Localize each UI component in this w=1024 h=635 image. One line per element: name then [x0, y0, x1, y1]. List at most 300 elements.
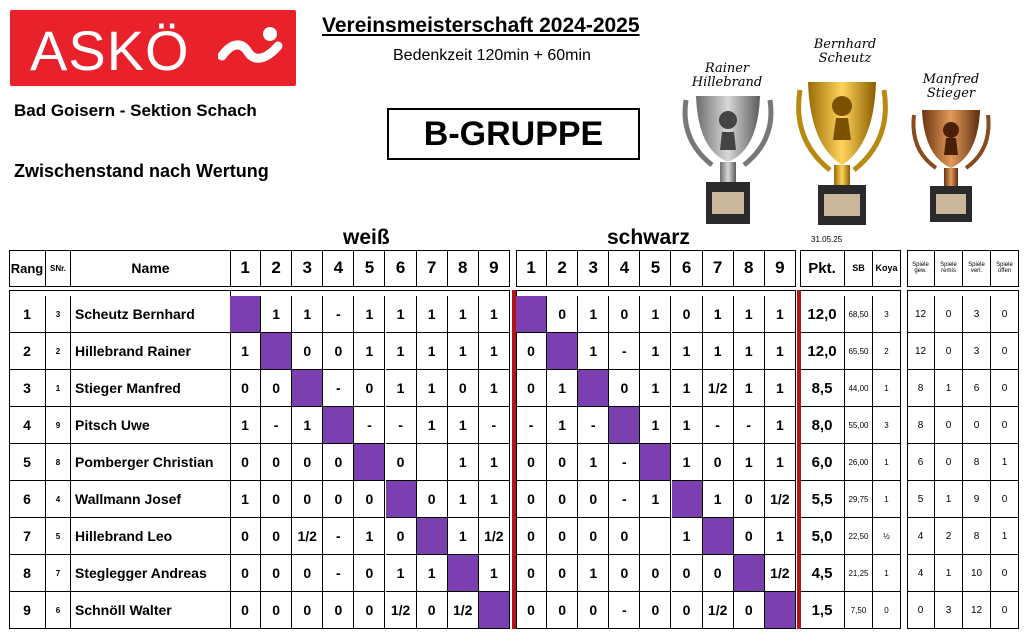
cell-pkt: 5,5: [800, 481, 845, 518]
result-cell-black: 1: [672, 333, 703, 370]
cell-sb: 68,50: [845, 296, 873, 333]
result-cell-black: 1: [672, 370, 703, 407]
column-header: [935, 250, 963, 287]
result-cell-white: 1: [386, 555, 417, 592]
result-cell-black: -: [578, 407, 609, 444]
result-cell-black: 0: [578, 592, 609, 629]
result-cell-white: 1: [386, 370, 417, 407]
cell-draw: 0: [935, 333, 963, 370]
column-header: Koya: [873, 250, 901, 287]
result-cell-black: 0: [516, 481, 547, 518]
diagonal-cell: [230, 296, 261, 333]
cell-open: 0: [991, 296, 1019, 333]
column-header: 8: [734, 250, 765, 287]
result-cell-white: 0: [230, 592, 261, 629]
result-cell-white: 0: [292, 444, 323, 481]
result-cell-black: 1/2: [765, 481, 796, 518]
cell-sb: 29,75: [845, 481, 873, 518]
diagonal-cell: [292, 370, 323, 407]
cell-lost: 12: [963, 592, 991, 629]
result-cell-black: 0: [609, 296, 640, 333]
column-header: 7: [703, 250, 734, 287]
column-header-line: offen: [997, 268, 1012, 274]
result-cell-white: 0: [261, 592, 292, 629]
result-cell-white: -: [323, 518, 354, 555]
result-cell-white: 1: [479, 444, 510, 481]
result-cell-black: 0: [516, 444, 547, 481]
time-control: Bedenkzeit 120min + 60min: [393, 47, 591, 64]
cell-name: Scheutz Bernhard: [71, 296, 231, 333]
result-cell-white: -: [354, 407, 385, 444]
column-header-line: Spiele: [912, 262, 929, 268]
result-cell-black: 1: [547, 370, 578, 407]
cell-snr: 5: [46, 518, 71, 555]
cell-sb: 7,50: [845, 592, 873, 629]
diagonal-cell: [547, 333, 578, 370]
result-cell-black: 1: [640, 333, 671, 370]
result-cell-white: 1: [354, 296, 385, 333]
result-cell-white: -: [261, 407, 292, 444]
result-cell-black: 1: [672, 518, 703, 555]
result-cell-white: 1: [417, 370, 448, 407]
section-white-label: weiß: [343, 226, 390, 249]
result-cell-black: 0: [547, 518, 578, 555]
column-header: 6: [386, 250, 417, 287]
result-cell-white: 0: [323, 481, 354, 518]
trophy-first: [790, 38, 900, 66]
cell-name: Wallmann Josef: [71, 481, 231, 518]
column-header: Pkt.: [800, 250, 845, 287]
cell-pkt: 8,0: [800, 407, 845, 444]
result-cell-white: 0: [230, 370, 261, 407]
cell-draw: 3: [935, 592, 963, 629]
result-cell-white: 1: [448, 444, 479, 481]
result-cell-white: 1/2: [386, 592, 417, 629]
column-header: 2: [261, 250, 292, 287]
cell-lost: 8: [963, 444, 991, 481]
bronze-trophy-icon: [913, 110, 988, 222]
column-header: Name: [71, 250, 231, 287]
result-cell-black: 1: [640, 296, 671, 333]
result-cell-black: 1: [765, 296, 796, 333]
section-black-label: schwarz: [607, 226, 690, 249]
result-cell-white: 1/2: [479, 518, 510, 555]
result-cell-black: 1: [640, 370, 671, 407]
cell-snr: 3: [46, 296, 71, 333]
result-cell-white: 1/2: [292, 518, 323, 555]
separator-bar: [512, 290, 516, 629]
cell-koya: 3: [873, 296, 901, 333]
column-header: 1: [516, 250, 547, 287]
result-cell-white: 1/2: [448, 592, 479, 629]
result-cell-black: 0: [547, 296, 578, 333]
result-cell-black: 0: [516, 555, 547, 592]
cell-sb: 21,25: [845, 555, 873, 592]
result-cell-black: [640, 518, 671, 555]
cell-lost: 8: [963, 518, 991, 555]
trophy-second: [674, 62, 780, 90]
result-cell-white: 1: [230, 333, 261, 370]
result-cell-white: 1: [417, 333, 448, 370]
result-cell-black: 1: [734, 333, 765, 370]
column-header: [963, 250, 991, 287]
cell-open: 0: [991, 592, 1019, 629]
result-cell-white: 1: [479, 370, 510, 407]
cell-snr: 7: [46, 555, 71, 592]
cell-lost: 10: [963, 555, 991, 592]
cell-snr: 1: [46, 370, 71, 407]
cell-koya: 3: [873, 407, 901, 444]
result-cell-white: 0: [230, 518, 261, 555]
result-cell-black: 1: [734, 296, 765, 333]
cell-open: 0: [991, 555, 1019, 592]
cell-rang: 8: [9, 555, 46, 592]
cell-rang: 2: [9, 333, 46, 370]
result-cell-white: 1: [448, 333, 479, 370]
diagonal-cell: [516, 296, 547, 333]
cell-name: Pitsch Uwe: [71, 407, 231, 444]
result-cell-white: 1: [417, 555, 448, 592]
result-cell-white: -: [323, 296, 354, 333]
result-cell-white: 1: [448, 518, 479, 555]
cell-name: Schnöll Walter: [71, 592, 231, 629]
result-cell-white: 0: [261, 518, 292, 555]
result-cell-black: 1: [578, 555, 609, 592]
cell-pkt: 6,0: [800, 444, 845, 481]
column-header-line: remis: [941, 268, 956, 274]
cell-lost: 3: [963, 333, 991, 370]
column-header-line: gew.: [914, 268, 927, 274]
result-cell-black: 0: [516, 333, 547, 370]
result-cell-white: 0: [354, 592, 385, 629]
result-cell-black: 0: [609, 555, 640, 592]
diagonal-cell: [672, 481, 703, 518]
column-header: Rang: [9, 250, 46, 287]
result-cell-black: 1: [672, 407, 703, 444]
result-cell-white: 0: [292, 592, 323, 629]
result-cell-white: 0: [261, 555, 292, 592]
cell-open: 1: [991, 518, 1019, 555]
trophy-name-last: Stieger: [926, 86, 976, 101]
result-cell-white: 1: [479, 333, 510, 370]
cell-koya: 1: [873, 481, 901, 518]
cell-name: Pomberger Christian: [71, 444, 231, 481]
cell-won: 12: [907, 296, 935, 333]
trophy-name-first: Rainer: [704, 61, 750, 76]
cell-rang: 1: [9, 296, 46, 333]
separator-bar: [797, 290, 801, 629]
result-cell-black: 1: [547, 407, 578, 444]
result-cell-black: -: [609, 592, 640, 629]
cell-pkt: 12,0: [800, 296, 845, 333]
column-header: 6: [672, 250, 703, 287]
result-cell-white: 1: [448, 296, 479, 333]
result-cell-white: 1: [417, 296, 448, 333]
diagonal-cell: [417, 518, 448, 555]
cell-draw: 0: [935, 407, 963, 444]
result-cell-black: 1: [578, 296, 609, 333]
result-cell-black: 0: [516, 592, 547, 629]
diagonal-cell: [609, 407, 640, 444]
cell-lost: 9: [963, 481, 991, 518]
result-cell-white: 0: [261, 370, 292, 407]
cell-lost: 0: [963, 407, 991, 444]
result-cell-black: 1: [578, 444, 609, 481]
column-header-line: Spiele: [940, 262, 957, 268]
column-header-line: verl.: [970, 268, 983, 274]
result-cell-white: 1: [386, 296, 417, 333]
group-title: B-GRUPPE: [387, 108, 640, 160]
cell-sb: 22,50: [845, 518, 873, 555]
result-cell-black: -: [703, 407, 734, 444]
column-header: [991, 250, 1019, 287]
result-cell-black: 0: [640, 555, 671, 592]
cell-open: 0: [991, 407, 1019, 444]
column-header-line: Spiele: [968, 262, 985, 268]
result-cell-white: 0: [323, 333, 354, 370]
result-cell-black: 0: [640, 592, 671, 629]
result-cell-black: -: [609, 481, 640, 518]
cell-rang: 9: [9, 592, 46, 629]
diagonal-cell: [386, 481, 417, 518]
cell-won: 4: [907, 518, 935, 555]
column-header: 7: [417, 250, 448, 287]
cell-name: Hillebrand Rainer: [71, 333, 231, 370]
cell-name: Stieger Manfred: [71, 370, 231, 407]
result-cell-white: 1: [448, 407, 479, 444]
result-cell-white: 1: [448, 481, 479, 518]
column-header: 9: [765, 250, 796, 287]
cell-koya: ½: [873, 518, 901, 555]
cell-snr: 8: [46, 444, 71, 481]
result-cell-black: 0: [703, 555, 734, 592]
cell-won: 5: [907, 481, 935, 518]
askoe-logo: [10, 10, 296, 86]
column-header: 5: [640, 250, 671, 287]
cell-open: 0: [991, 370, 1019, 407]
result-cell-black: 1/2: [703, 592, 734, 629]
result-cell-black: -: [609, 333, 640, 370]
result-cell-black: 1: [640, 407, 671, 444]
result-cell-black: 1: [703, 296, 734, 333]
cell-won: 0: [907, 592, 935, 629]
column-header-line: Spiele: [996, 262, 1013, 268]
cell-sb: 55,00: [845, 407, 873, 444]
cell-name: Hillebrand Leo: [71, 518, 231, 555]
result-cell-black: 1: [640, 481, 671, 518]
trophy-third: [905, 73, 997, 101]
result-cell-white: 0: [292, 555, 323, 592]
cell-lost: 6: [963, 370, 991, 407]
standings-status: Zwischenstand nach Wertung: [14, 161, 269, 181]
result-cell-black: 0: [578, 481, 609, 518]
result-cell-white: 0: [323, 592, 354, 629]
cell-draw: 1: [935, 555, 963, 592]
cell-draw: 1: [935, 370, 963, 407]
result-cell-black: 0: [547, 481, 578, 518]
result-cell-black: 0: [516, 518, 547, 555]
result-cell-black: 0: [734, 518, 765, 555]
cell-won: 8: [907, 370, 935, 407]
cell-open: 0: [991, 333, 1019, 370]
result-cell-white: 1: [261, 296, 292, 333]
result-cell-black: 0: [672, 592, 703, 629]
result-cell-white: 0: [417, 481, 448, 518]
cell-rang: 7: [9, 518, 46, 555]
cell-rang: 3: [9, 370, 46, 407]
cell-snr: 2: [46, 333, 71, 370]
result-cell-black: 1: [765, 518, 796, 555]
result-cell-white: 1: [354, 518, 385, 555]
result-cell-black: 0: [703, 444, 734, 481]
cell-pkt: 1,5: [800, 592, 845, 629]
result-cell-black: 1: [734, 370, 765, 407]
cell-name: Steglegger Andreas: [71, 555, 231, 592]
trophy-name-last: Hillebrand: [691, 75, 763, 90]
result-cell-white: 0: [386, 444, 417, 481]
column-header: 2: [547, 250, 578, 287]
result-cell-black: 0: [609, 370, 640, 407]
diagonal-cell: [640, 444, 671, 481]
result-cell-white: 0: [354, 370, 385, 407]
result-cell-white: 0: [292, 481, 323, 518]
cell-koya: 1: [873, 444, 901, 481]
result-cell-black: 1: [672, 444, 703, 481]
result-cell-black: 1: [578, 333, 609, 370]
result-cell-black: 0: [547, 444, 578, 481]
result-cell-white: 1: [292, 296, 323, 333]
runner-icon: [218, 24, 288, 74]
result-cell-black: 0: [547, 555, 578, 592]
column-header: [907, 250, 935, 287]
result-cell-black: 1/2: [765, 555, 796, 592]
page-title: Vereinsmeisterschaft 2024-2025: [322, 14, 640, 37]
result-cell-white: 1: [354, 333, 385, 370]
cell-sb: 65,50: [845, 333, 873, 370]
result-cell-white: [417, 444, 448, 481]
result-cell-white: 0: [417, 592, 448, 629]
result-cell-white: 1: [230, 407, 261, 444]
result-cell-black: 0: [734, 592, 765, 629]
diagonal-cell: [734, 555, 765, 592]
cell-open: 1: [991, 444, 1019, 481]
column-header: 3: [578, 250, 609, 287]
result-cell-white: -: [386, 407, 417, 444]
result-cell-white: -: [479, 407, 510, 444]
result-cell-white: 0: [261, 444, 292, 481]
cell-won: 12: [907, 333, 935, 370]
result-cell-white: 1: [479, 296, 510, 333]
result-cell-black: 0: [516, 370, 547, 407]
result-cell-white: -: [323, 370, 354, 407]
diagonal-cell: [703, 518, 734, 555]
result-cell-white: 1: [479, 555, 510, 592]
result-cell-black: -: [734, 407, 765, 444]
trophy-name-last: Scheutz: [818, 51, 872, 66]
cell-koya: 1: [873, 370, 901, 407]
cell-koya: 0: [873, 592, 901, 629]
diagonal-cell: [765, 592, 796, 629]
result-cell-black: 1: [765, 370, 796, 407]
cell-sb: 44,00: [845, 370, 873, 407]
cell-won: 8: [907, 407, 935, 444]
result-cell-white: 1: [292, 407, 323, 444]
cell-won: 6: [907, 444, 935, 481]
logo-text: ASKÖ: [30, 19, 190, 82]
result-cell-white: 1: [417, 407, 448, 444]
diagonal-cell: [578, 370, 609, 407]
cell-draw: 0: [935, 444, 963, 481]
result-cell-white: 0: [354, 555, 385, 592]
column-header: 3: [292, 250, 323, 287]
diagonal-cell: [354, 444, 385, 481]
diagonal-cell: [479, 592, 510, 629]
result-cell-black: -: [516, 407, 547, 444]
cell-draw: 0: [935, 296, 963, 333]
cell-draw: 1: [935, 481, 963, 518]
result-cell-black: 0: [734, 481, 765, 518]
result-cell-black: 1: [703, 333, 734, 370]
gold-trophy-icon: [799, 82, 886, 225]
cell-pkt: 4,5: [800, 555, 845, 592]
result-cell-white: 0: [386, 518, 417, 555]
column-header: SNr.: [46, 250, 71, 287]
result-cell-white: 1: [386, 333, 417, 370]
cell-snr: 4: [46, 481, 71, 518]
cell-lost: 3: [963, 296, 991, 333]
result-cell-black: 1: [734, 444, 765, 481]
result-cell-white: 0: [230, 555, 261, 592]
cell-koya: 2: [873, 333, 901, 370]
cell-won: 4: [907, 555, 935, 592]
cell-snr: 9: [46, 407, 71, 444]
date-label: 31.05.25: [811, 235, 843, 244]
result-cell-white: 0: [448, 370, 479, 407]
cell-pkt: 5,0: [800, 518, 845, 555]
result-cell-white: 0: [261, 481, 292, 518]
result-cell-black: 1: [703, 481, 734, 518]
column-header: 9: [479, 250, 510, 287]
diagonal-cell: [261, 333, 292, 370]
club-name: Bad Goisern - Sektion Schach: [14, 101, 257, 120]
cell-koya: 1: [873, 555, 901, 592]
column-header: SB: [845, 250, 873, 287]
diagonal-cell: [323, 407, 354, 444]
result-cell-black: 0: [609, 518, 640, 555]
diagonal-cell: [448, 555, 479, 592]
result-cell-black: 1: [765, 333, 796, 370]
column-header: 8: [448, 250, 479, 287]
result-cell-white: 0: [292, 333, 323, 370]
result-cell-black: -: [609, 444, 640, 481]
column-header: 1: [230, 250, 261, 287]
result-cell-black: 1: [765, 444, 796, 481]
cell-rang: 4: [9, 407, 46, 444]
cell-pkt: 12,0: [800, 333, 845, 370]
result-cell-white: 0: [354, 481, 385, 518]
result-cell-black: 0: [578, 518, 609, 555]
trophy-name-first: Bernhard: [813, 37, 877, 52]
cell-sb: 26,00: [845, 444, 873, 481]
result-cell-white: -: [323, 555, 354, 592]
cell-pkt: 8,5: [800, 370, 845, 407]
column-header: 4: [609, 250, 640, 287]
cell-open: 0: [991, 481, 1019, 518]
result-cell-black: 0: [672, 296, 703, 333]
result-cell-black: 0: [547, 592, 578, 629]
cell-draw: 2: [935, 518, 963, 555]
column-header: 5: [354, 250, 385, 287]
